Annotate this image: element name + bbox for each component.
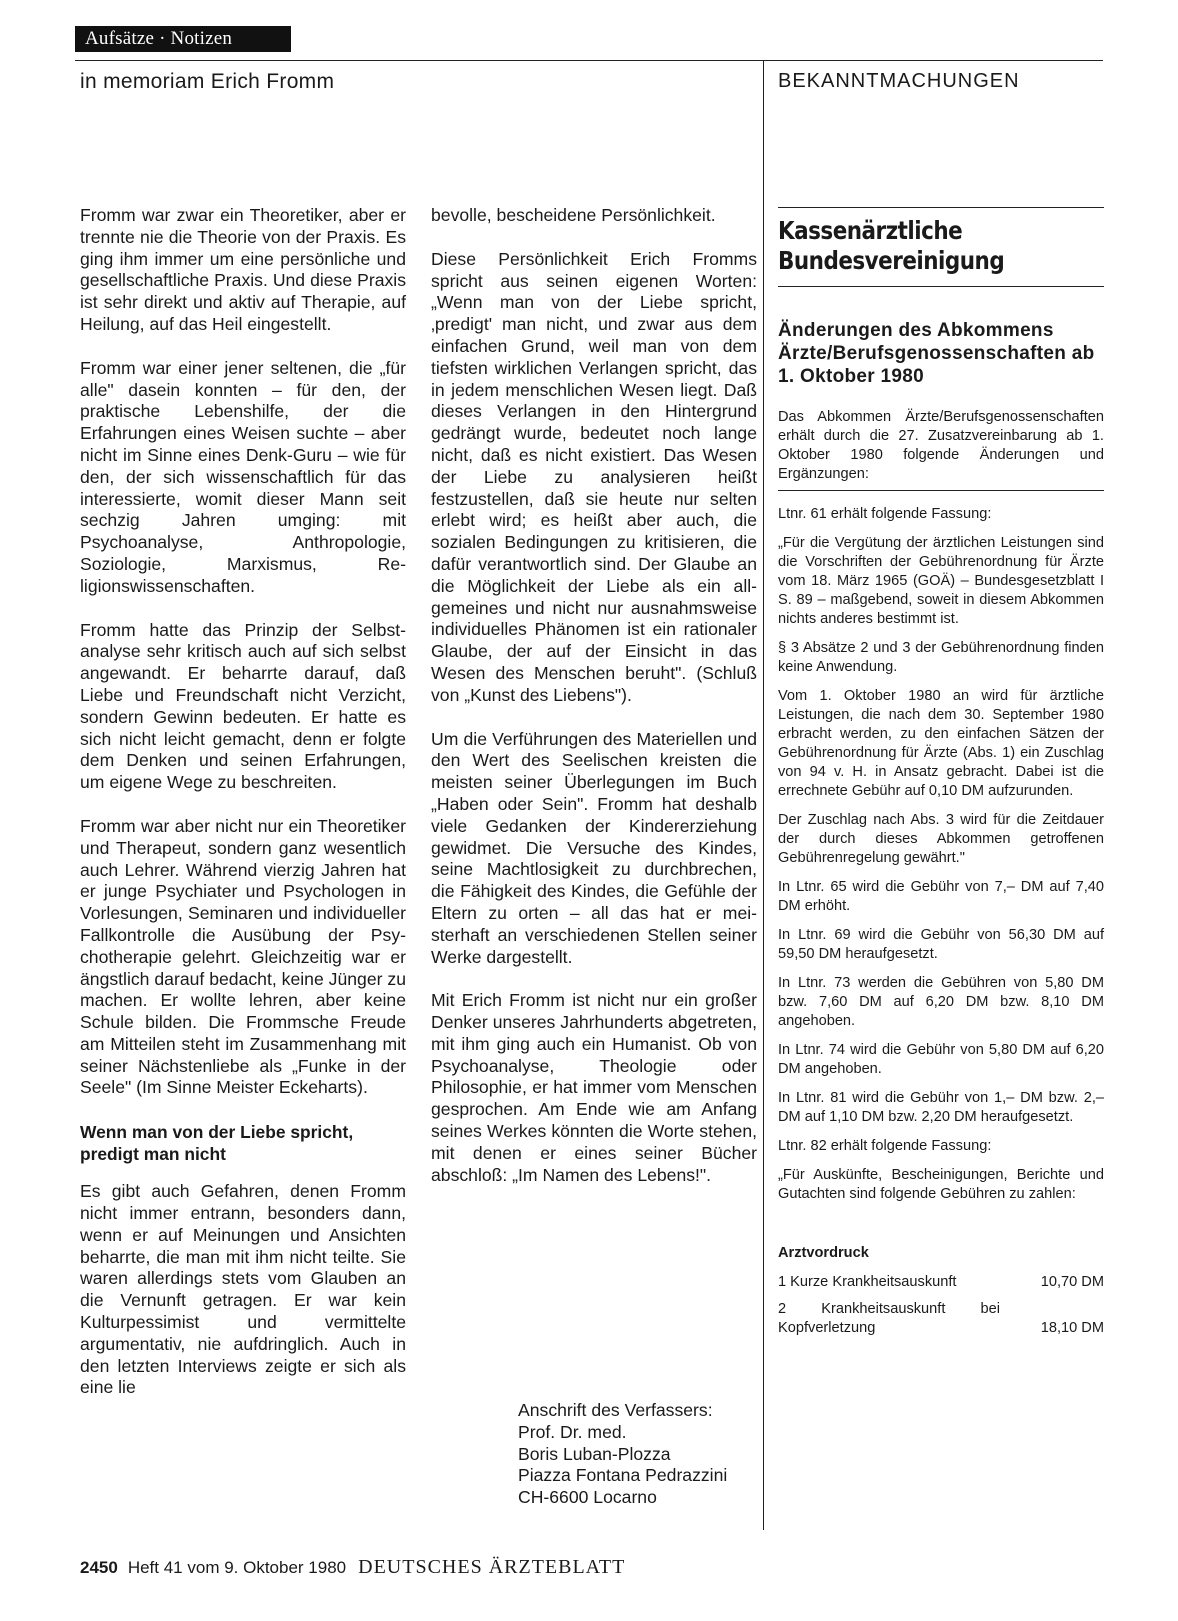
notice-paragraph: In Ltnr. 65 wird die Gebühr von 7,– DM auf 7,40 DM erhöht. bbox=[778, 879, 1104, 914]
page-number: 2450 bbox=[80, 1558, 118, 1577]
org-rule-bottom bbox=[778, 286, 1104, 287]
notice-paragraph: „Für Auskünfte, Bescheinigungen, Berichte und Gutachten sind folgende Gebühren zu zahlen: bbox=[778, 1167, 1104, 1202]
arztvordruck-heading: Arztvordruck bbox=[778, 1245, 869, 1261]
notice-paragraph: Vom 1. Oktober 1980 an wird für ärztliche Leistungen, die nach dem 30. September 1980 erbracht werden, zu den einfachen Sätzen der Gebührenordnung für Ärzte (Abs. 1) ein Zuschlag von 94 v. H. in Ansatz gebracht. Dabei ist die errechnete Gebühr auf 0,10 DM aufzurunden. bbox=[778, 688, 1104, 799]
fee-price: 18,10 DM bbox=[1040, 1320, 1104, 1336]
address-line: Piazza Fontana Pedrazzini bbox=[518, 1465, 728, 1486]
notice-paragraph: Der Zuschlag nach Abs. 3 wird für die Zeitdauer der durch dieses Abkommen getroffenen Gebührenregelung gewährt." bbox=[778, 812, 1104, 866]
notice-paragraph: Ltnr. 82 erhält folgende Fassung: bbox=[778, 1138, 992, 1154]
article-header: in memoriam Erich Fromm bbox=[80, 70, 335, 93]
section-tag: Aufsätze · Notizen bbox=[75, 26, 291, 52]
notices-header: BEKANNTMACHUNGEN bbox=[778, 70, 1020, 92]
fee-description: 1 Kurze Krankheitsauskunft bbox=[778, 1274, 957, 1290]
top-rule bbox=[75, 60, 1103, 61]
org-rule-top bbox=[778, 207, 1104, 208]
org-title-line: Kassenärztliche bbox=[778, 216, 963, 245]
paragraph: Fromm war einer jener seltenen, die „für alle" dasein konnten – für den, der praktische Lebenshilfe, der die Erfahrungen eines Weisen suchte – aber nicht im Sinne eines Denk-Guru – wie für den, der sich wissenschaftlich für das interessierte, womit dieser Mann seit sechzig Jahren umging: mit Psychoanalyse, Anthropologie, Soziologie, Marxismus, Religionswissenschaften. bbox=[80, 357, 406, 596]
paragraph: Fromm war zwar ein Theoretiker, aber er trennte nie die Theorie von der Praxis. Es ging ihm immer um eine persönliche und gesellschaftliche Praxis. Und diese Praxis ist sehr direkt und aktiv auf Therapie, auf Heilung, auf das Heil eingestellt. bbox=[80, 205, 406, 334]
journal-name: DEUTSCHES ÄRZTEBLATT bbox=[358, 1556, 626, 1578]
notice-body bbox=[778, 408, 1104, 1338]
notice-paragraph: In Ltnr. 81 wird die Gebühr von 1,– DM bzw. 2,– DM auf 1,10 DM bzw. 2,20 DM heraufgesetzt. bbox=[778, 1090, 1104, 1125]
author-address bbox=[518, 1400, 758, 1509]
org-title bbox=[778, 216, 1103, 276]
org-title-line: Bundesvereinigung bbox=[778, 246, 1005, 275]
paragraph: Fromm hatte das Prinzip der Selbstanalyse sehr kritisch auch auf sich selbst angewandt. Er beharrte darauf, daß Liebe und Freundschaft nicht Verzicht, sondern Gewinn bedeuten. Er hatte es sich nicht leicht gemacht, denn er folgte dem Denken und seinen Erfahrungen, um eigene Wege zu beschreiten. bbox=[80, 619, 406, 793]
page-footer bbox=[80, 1556, 625, 1579]
column-divider bbox=[763, 60, 764, 1530]
fee-description: 2 Krankheitsauskunft bei Kopfverletzung bbox=[778, 1301, 1000, 1336]
fee-price: 10,70 DM bbox=[1040, 1274, 1104, 1290]
paragraph: Fromm war aber nicht nur ein Theoretiker und Therapeut, sondern ganz wesentlich auch Lehrer. Während vierzig Jahren hat er junge Psychiater und Psychologen in Vorlesungen, Seminaren und individueller Fallkontrolle die Ausübung der Psychotherapie gelehrt. Gleichzeitig war er ängstlich darauf bedacht, keine Jünger zu machen. Er wollte lehren, aber keine Schule bilden. Die Frommsche Freude am Mitteilen steht im Zusammenhang mit seiner Nächstenliebe als „Funke in der Seele" (Im Sinne Meister Eckeharts). bbox=[80, 815, 406, 1098]
notice-paragraph: In Ltnr. 73 werden die Gebühren von 5,80 DM bzw. 7,60 DM auf 6,20 DM bzw. 8,10 DM angehoben. bbox=[778, 975, 1104, 1029]
address-line: Boris Luban-Plozza bbox=[518, 1443, 671, 1464]
notice-paragraph: Das Abkommen Ärzte/Berufsgenossenschaften erhält durch die 27. Zusatzvereinbarung ab 1. Oktober 1980 folgende Änderungen und Ergänzungen: bbox=[778, 408, 1104, 491]
fee-item bbox=[778, 1273, 1104, 1292]
notice-paragraph: Ltnr. 61 erhält folgende Fassung: bbox=[778, 506, 992, 522]
paragraph: Um die Verführungen des Materiellen und den Wert des Seelischen kreisten die meisten seiner Überlegungen im Buch „Haben oder Sein". Fromm hat deshalb viele Gedanken der Kindererziehung gewidmet. Die Versuche des Kindes, seine Machtlosigkeit zu durchbrechen, die Fähigkeit des Kindes, die Gefühle der Eltern zu orten – all das hat er meisterhaft an verschiedenen Stellen seiner Werke dargestellt. bbox=[431, 728, 757, 967]
fee-item bbox=[778, 1300, 1104, 1338]
paragraph: Mit Erich Fromm ist nicht nur ein großer Denker unseres Jahrhunderts abgetreten, mit ihm ging auch ein Humanist. Ob von Psychoanalyse, Theologie oder Philosophie, er hat immer vom Menschen gesprochen. Am Ende wie am Anfang seines Werkes könnten die Worte stehen, mit denen er eines seiner Bücher abschloß: „Im Namen des Lebens!". bbox=[431, 990, 757, 1185]
notice-paragraph: § 3 Absätze 2 und 3 der Gebührenordnung finden keine Anwendung. bbox=[778, 640, 1104, 675]
address-line: CH-6600 Locarno bbox=[518, 1487, 657, 1508]
notice-heading: Änderungen des Abkommens Ärzte/Berufsgenossenschaften ab 1. Oktober 1980 bbox=[778, 320, 1095, 387]
address-line: Anschrift des Verfassers: bbox=[518, 1400, 713, 1420]
article-column-1 bbox=[80, 205, 406, 1421]
notice-paragraph: In Ltnr. 69 wird die Gebühr von 56,30 DM auf 59,50 DM heraufgesetzt. bbox=[778, 927, 1104, 962]
address-line: Prof. Dr. med. bbox=[518, 1421, 627, 1442]
paragraph: bevolle, bescheidene Persönlichkeit. bbox=[431, 205, 716, 225]
notice-column bbox=[778, 207, 1104, 1346]
subheading: Wenn man von der Liebe spricht, predigt man nicht bbox=[80, 1122, 354, 1165]
article-column-2 bbox=[431, 205, 757, 1208]
notice-paragraph: „Für die Vergütung der ärztlichen Leistungen sind die Vorschriften der Gebührenordnung für Ärzte vom 18. März 1965 (GOÄ) – Bundesgesetzblatt I S. 89 – maßgebend, soweit in diesem Abkommen nichts anderes bestimmt ist. bbox=[778, 535, 1104, 627]
paragraph: Diese Persönlichkeit Erich Fromms spricht aus seinen eigenen Worten: „Wenn man von der Liebe spricht, ‚predigt' man nicht, und zwar aus dem einfachen Grund, weil man von dem tiefsten wirklichen Verlangen spricht, das in jedem menschlichen Wesen liegt. Daß dieses Verlangen in den Hintergrund gedrängt wurde, bedeutet noch lange nicht, daß es nicht existiert. Das Wesen der Liebe zu analysieren heißt festzustellen, daß sie heute nur selten erlebt wird; es heißt aber auch, die sozialen Bedingungen zu kritisieren, die dafür verantwortlich sind. Der Glaube an die Möglichkeit der Liebe als ein allgemeines und nicht nur ausnahmsweise individuelles Phänomen ist ein rationaler Glaube, der auf der Einsicht in das Wesen des Menschen beruht". (Schluß von „Kunst des Liebens"). bbox=[431, 248, 757, 705]
issue-info: Heft 41 vom 9. Oktober 1980 bbox=[127, 1558, 347, 1577]
notice-paragraph: In Ltnr. 74 wird die Gebühr von 5,80 DM auf 6,20 DM angehoben. bbox=[778, 1042, 1104, 1077]
paragraph: Es gibt auch Gefahren, denen Fromm nicht immer entrann, besonders dann, wenn er auf Meinungen und Ansichten beharrte, die man mit ihm nicht teilte. Sie waren allerdings stets vom Glauben an die Vernunft getragen. Er war kein Kulturpessimist und vermittelte argumentativ, nie aufdringlich. Auch in den letzten Interviews zeigte er sich als eine lie bbox=[80, 1181, 406, 1398]
